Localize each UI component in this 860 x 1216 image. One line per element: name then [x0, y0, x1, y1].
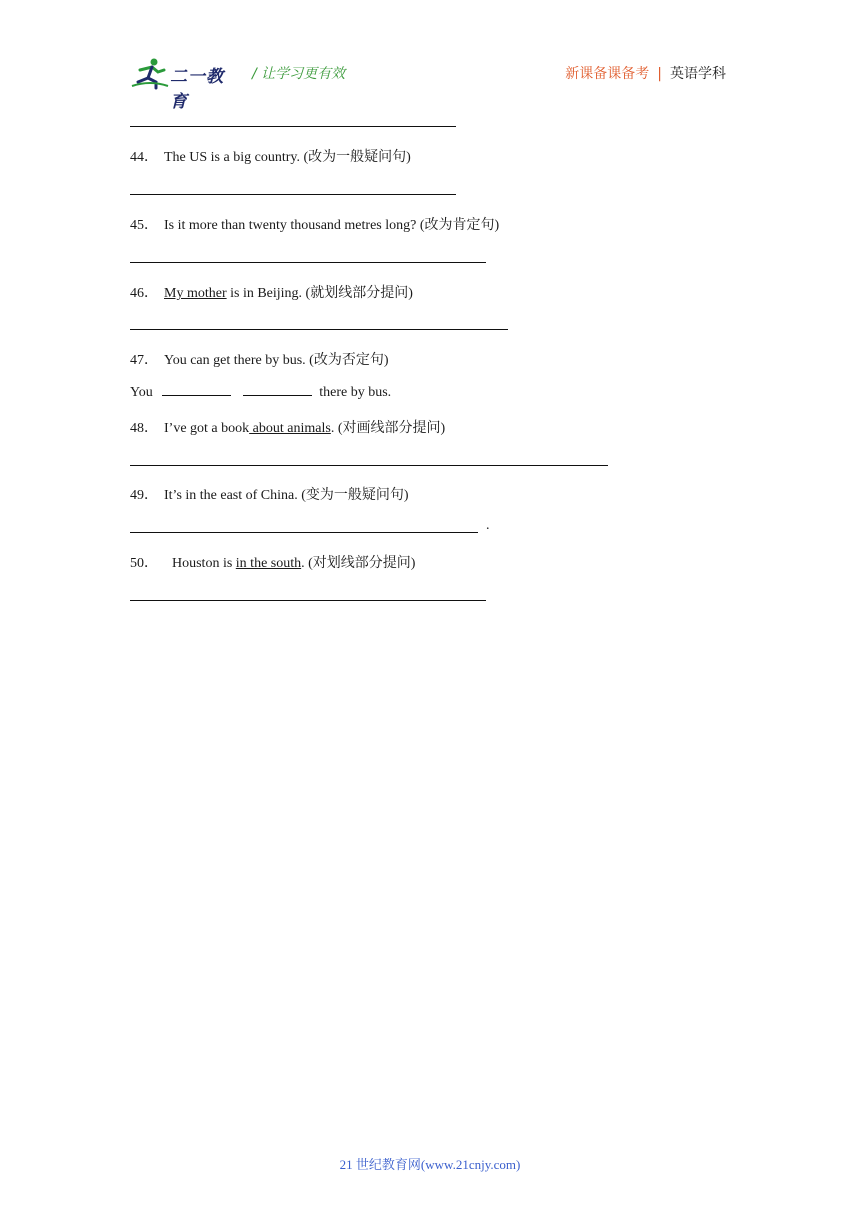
underlined-phrase: My mother: [164, 286, 227, 301]
header-subject: [565, 63, 726, 83]
underlined-phrase: in the south: [235, 556, 302, 571]
question-46: 46． My mother is in Beijing. (就划线部分提问): [130, 286, 413, 301]
logo-text: 二一教育: [170, 67, 224, 112]
header-label: 新课备课备考: [565, 66, 650, 82]
period-mark: .: [486, 518, 490, 533]
answer-line[interactable]: [130, 126, 456, 127]
runner-icon: [130, 56, 170, 90]
answer-line-45[interactable]: [130, 262, 486, 263]
question-47: 47． You can get there by bus. (改为否定句): [130, 353, 389, 368]
logo: [130, 56, 240, 112]
blank-2[interactable]: [243, 383, 312, 396]
question-50: 50． Houston is in the south. (对划线部分提问): [130, 556, 416, 571]
subject-label: 英语学科: [670, 66, 726, 82]
page-header: [130, 56, 730, 112]
slogan: / 让学习更有效: [252, 66, 346, 82]
question-45: 45． Is it more than twenty thousand metres long? (改为肯定句): [130, 218, 500, 233]
question-47-answer: You there by bus.: [130, 385, 392, 400]
answer-line-48[interactable]: [130, 465, 608, 466]
underlined-phrase: about animals: [249, 421, 331, 436]
question-49: 49． It’s in the east of China. (变为一般疑问句): [130, 488, 409, 503]
answer-line-50[interactable]: [130, 600, 486, 601]
answer-line-49[interactable]: [130, 532, 478, 533]
blank-1[interactable]: [162, 383, 231, 396]
footer-text: 21 世纪教育网(www.21cnjy.com): [339, 1157, 521, 1172]
question-48: 48． I’ve got a book about animals. (对画线部分提问): [130, 421, 446, 436]
answer-line-44[interactable]: [130, 194, 456, 195]
question-44: 44． The US is a big country. (改为一般疑问句): [130, 150, 411, 165]
answer-line-46[interactable]: [130, 329, 508, 330]
header-separator: |: [657, 66, 662, 82]
